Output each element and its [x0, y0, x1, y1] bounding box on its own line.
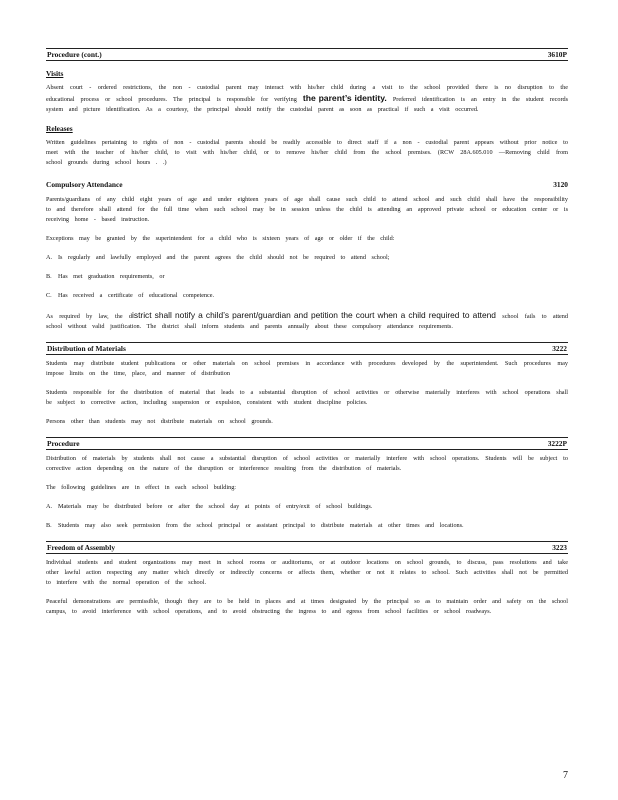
section-title: Procedure (cont.)	[47, 50, 102, 59]
section-header-compulsory	[46, 180, 568, 189]
list-item: A. Is regularly and lawfully employed and the parent agrees the child should not be required to attend school;	[46, 254, 390, 261]
list-item: B. Has met graduation requirements, or	[46, 273, 165, 280]
section-header-distribution	[46, 342, 568, 355]
section-header-procedure-cont	[46, 48, 568, 61]
list-item: B. Students may also seek permission from the school principal or assistant principal to distribute materials at other times and locations.	[46, 522, 464, 529]
section-title: Freedom of Assembly	[47, 543, 116, 552]
section-code: 3120	[553, 180, 568, 189]
section-code: 3222	[552, 344, 567, 353]
paragraph-distribution-1: Students may distribute student publications or other materials on school premises in accordance with procedures developed by the superintendent. Such procedures may impose limits on the time, place, and manner of distribution	[46, 360, 568, 377]
paragraph-compulsory-2: Exceptions may be granted by the superintendent for a child who is sixteen years of age or older if the child:	[46, 235, 395, 242]
paragraph-assembly-1: Individual students and student organizations may meet in school rooms or auditoriums, or at outdoor locations on school grounds, to discuss, pass resolutions and take other lawful action respecting any matter which directly or indirectly concerns or affects them, whether or not it relates to school. Such activities shall not be permitted to interfere with the normal operation of the school.	[46, 559, 568, 586]
section-code: 3610P	[547, 50, 567, 59]
section-header-procedure-3222p	[46, 437, 568, 450]
section-header-assembly	[46, 541, 568, 554]
paragraph-distribution-2: Students responsible for the distribution of material that leads to a substantial disruption of school activities or otherwise materially interferes with school operations shall be subject to corrective action, including suspension or expulsion, consistent with student discipline policies.	[46, 389, 568, 406]
paragraph-procedure-2: The following guidelines are in effect in each school building:	[46, 484, 237, 491]
section-code: 3222P	[547, 439, 567, 448]
paragraph-compulsory-1: Parents/guardians of any child eight years of age and under eighteen years of age shall cause such child to attend school and such child shall have the responsibility to and therefore shall attend for the full time when such school may be in session unless the child is attending an approved private school or education center or is receiving home - based instruction.	[46, 196, 568, 223]
paragraph-assembly-2: Peaceful demonstrations are permissible, though they are to be held in places and at times designated by the principal so as to maintain order and safety on the school campus, to avoid interference with school operations, and to avoid obstructing the ingress to and egress from school facilities or school roadways.	[46, 598, 568, 615]
section-code: 3223	[552, 543, 567, 552]
paragraph-distribution-3: Persons other than students may not distribute materials on school grounds.	[46, 418, 273, 425]
section-title: Compulsory Attendance	[46, 180, 123, 189]
section-title: Distribution of Materials	[47, 344, 126, 353]
section-title: Procedure	[47, 439, 80, 448]
subheading-releases: Releases	[46, 124, 73, 133]
subheading-visits: Visits	[46, 69, 64, 78]
list-item: C. Has received a certificate of educational competence.	[46, 292, 215, 299]
list-item: A. Materials may be distributed before or after the school day at points of entry/exit of school buildings.	[46, 503, 373, 510]
paragraph-compulsory-3: As required by law, the district shall notify a child’s parent/guardian and petition the court when a child required to attend school fails to attend school without valid justification. The district shall inform students and parents annually about these compulsory attendance requirements.	[46, 310, 568, 330]
paragraph-releases: Written guidelines pertaining to rights of non - custodial parents should be readily accessible to direct staff if a non - custodial parent appears without prior notice to meet with the teacher of his/her child, to visit with his/her child, or to remove his/her child from the school premises. (RCW 28A.605.010 —Removing child from school grounds during school hours . .)	[46, 139, 568, 166]
page-number: 7	[563, 770, 568, 781]
document-page	[46, 46, 568, 626]
paragraph-visits: Absent court - ordered restrictions, the non - custodial parent may interact with his/her child during a visit to the school provided there is no disruption to the educational process or school procedures. The principal is responsible for verifying the parent’s identity. Preferred identification is an entry in the student records system and picture identification. As a courtesy, the principal should notify the custodial parent as soon as practical if such a visit occurred.	[46, 84, 569, 113]
paragraph-procedure-1: Distribution of materials by students shall not cause a substantial disruption of school activities or materially interfere with school operations. Students will be subject to corrective action depending on the nature of the disruption or interference resulting from the distribution of materials.	[46, 455, 568, 472]
